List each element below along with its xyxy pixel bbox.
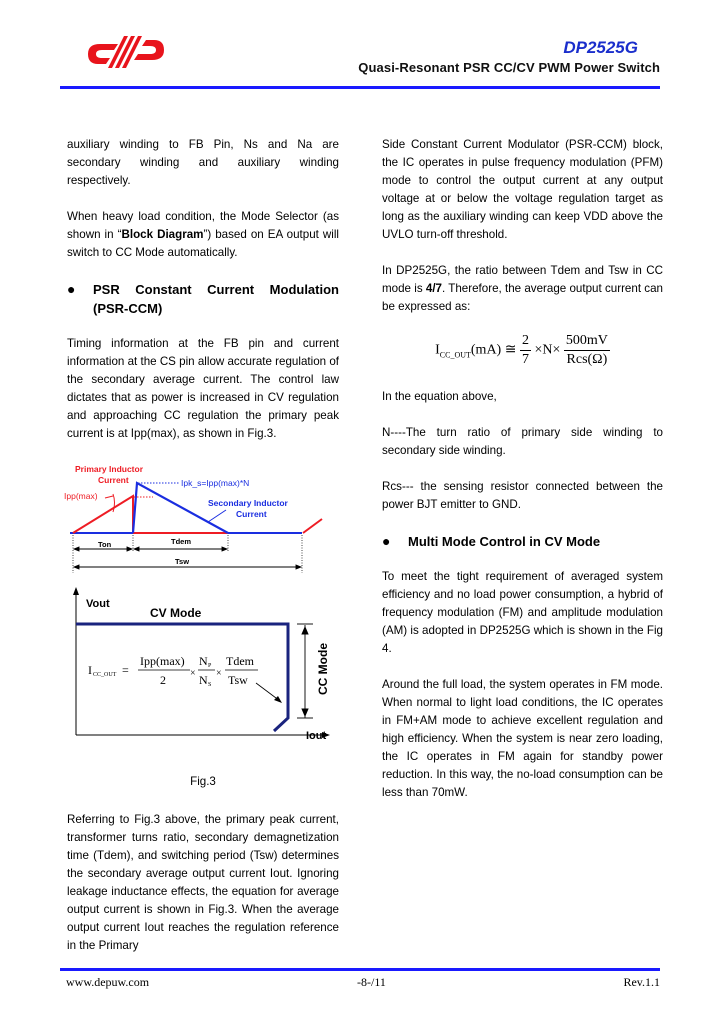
- section-heading: ● Multi Mode Control in CV Mode: [382, 533, 601, 549]
- label-primary-1: Primary Inductor: [75, 464, 144, 474]
- primary-current-next: [303, 519, 322, 533]
- paragraph: Timing information at the FB pin and current information at the CS pin allow accurate regulation of the secondary average current. The control law dictates that as power is increased in CV regulation and approaching CC regulation the primary peak current is at Ipp(max), as shown in Fig.3.: [67, 337, 339, 440]
- paragraph: Referring to Fig.3 above, the primary peak current, transformer turns ratio, secondary demagnetization time (Tdem), and switching period (Tsw) determines the secondary average output current Iout. Ignoring leakage inductance effects, the equation for average output current is shown in Fig.3. When the average output current Iout reaches the regulation reference in the Primary: [67, 813, 339, 952]
- section-heading: ● PSR Constant Current Modulation (PSR-CCM): [67, 281, 339, 316]
- svg-text:=: =: [122, 663, 129, 677]
- footer-website[interactable]: www.depuw.com: [66, 975, 150, 989]
- left-column: [67, 136, 339, 461]
- right-column: [382, 136, 663, 820]
- waveform-figure: [60, 458, 340, 583]
- ratio-value: 4/7: [425, 282, 442, 295]
- svg-text:CC_OUT: CC_OUT: [93, 672, 117, 678]
- svg-text:Tdem: Tdem: [226, 654, 254, 668]
- paragraph: Around the full load, the system operates in FM mode. When normal to light load conditions, the IC operates in FM+AM mode to achieve excellent regulation and high efficiency. When the system is near zero loading, the IC operates in FM again for standby power reduction. In this way, the no-load consumption can be less than 70mW.: [382, 678, 663, 799]
- company-logo: [84, 34, 168, 70]
- cc-mode-label: CC Mode: [316, 643, 330, 695]
- figure-caption: Fig.3: [190, 775, 216, 788]
- footer-page-number: -8-/11: [357, 975, 386, 989]
- axis-label-vout: Vout: [86, 598, 110, 610]
- svg-text:N: N: [199, 673, 208, 687]
- svg-text:×: ×: [190, 668, 196, 679]
- label-ton: Ton: [98, 540, 112, 549]
- icc-equation: [88, 654, 258, 688]
- cv-mode-label: CV Mode: [150, 606, 202, 620]
- label-tdem: Tdem: [171, 537, 192, 546]
- label-ipp: Ipp(max): [64, 491, 98, 501]
- label-primary-2: Current: [98, 475, 129, 485]
- paragraph: N----The turn ratio of primary side winding to secondary side winding.: [382, 426, 663, 457]
- secondary-pointer: [208, 510, 226, 522]
- paragraph: auxiliary winding to FB Pin, Ns and Na are secondary winding and auxiliary winding respectively.: [67, 138, 339, 187]
- label-secondary-1: Secondary Inductor: [208, 498, 288, 508]
- primary-current-ramp: [73, 496, 133, 533]
- document-id: DP2525G: [563, 38, 638, 57]
- cv-cc-figure: [60, 585, 340, 745]
- bullet-icon: ●: [382, 533, 391, 549]
- svg-text:S: S: [208, 682, 212, 688]
- bullet-icon: ●: [67, 281, 76, 297]
- left-column-bottom: [67, 811, 339, 973]
- block-diagram-ref: Block Diagram: [121, 228, 204, 241]
- svg-text:I: I: [88, 663, 92, 677]
- footer-divider: [60, 968, 660, 971]
- icc-out-equation: $I_{CC\_OUT}(mA)$ ≅ $\frac{2}{7}$ ×N× $\frac{500mV}{\text{Rcs(Ω)}}$: [435, 333, 608, 367]
- secondary-current: [133, 483, 228, 533]
- paragraph: Rcs--- the sensing resistor connected between the power BJT emitter to GND.: [382, 480, 663, 511]
- paragraph: In DP2525G, the ratio between Tdem and Tsw in CC mode is 4/7. Therefore, the average output current can be expressed as:: [382, 264, 663, 313]
- primary-pointer: [113, 494, 115, 512]
- label-tsw: Tsw: [175, 557, 190, 566]
- label-ipk: Ipk_s=Ipp(max)*N: [181, 478, 250, 488]
- label-secondary-2: Current: [236, 509, 267, 519]
- document-subtitle: Quasi-Resonant PSR CC/CV PWM Power Switch: [358, 60, 660, 75]
- paragraph: Side Constant Current Modulator (PSR-CCM) block, the IC operates in pulse frequency modulation (PFM) mode to control the output current at any output voltage at or below the voltage regulation target as long as the auxiliary winding can keep VDD above the UVLO turn-off threshold.: [382, 138, 663, 241]
- paragraph: To meet the tight requirement of averaged system efficiency and no load power consumption, a hybrid of frequency modulation (FM) and amplitude modulation (AM) is adopted in DP2525G which is shown in the Fig 4.: [382, 570, 663, 655]
- svg-text:Tsw: Tsw: [228, 673, 248, 687]
- svg-text:P: P: [208, 663, 212, 669]
- svg-text:N: N: [199, 654, 208, 668]
- header-divider: [60, 86, 660, 89]
- eq-num-ipp: Ipp(max): [140, 654, 185, 668]
- footer-revision: Rev.1.1: [623, 975, 660, 989]
- svg-text:2: 2: [160, 673, 166, 687]
- paragraph: In the equation above,: [382, 390, 497, 403]
- svg-text:×: ×: [216, 668, 222, 679]
- axis-label-iout: Iout: [306, 730, 327, 742]
- paragraph: When heavy load condition, the Mode Selector (as shown in “Block Diagram”) based on EA output will switch to CC Mode automatically.: [67, 210, 339, 259]
